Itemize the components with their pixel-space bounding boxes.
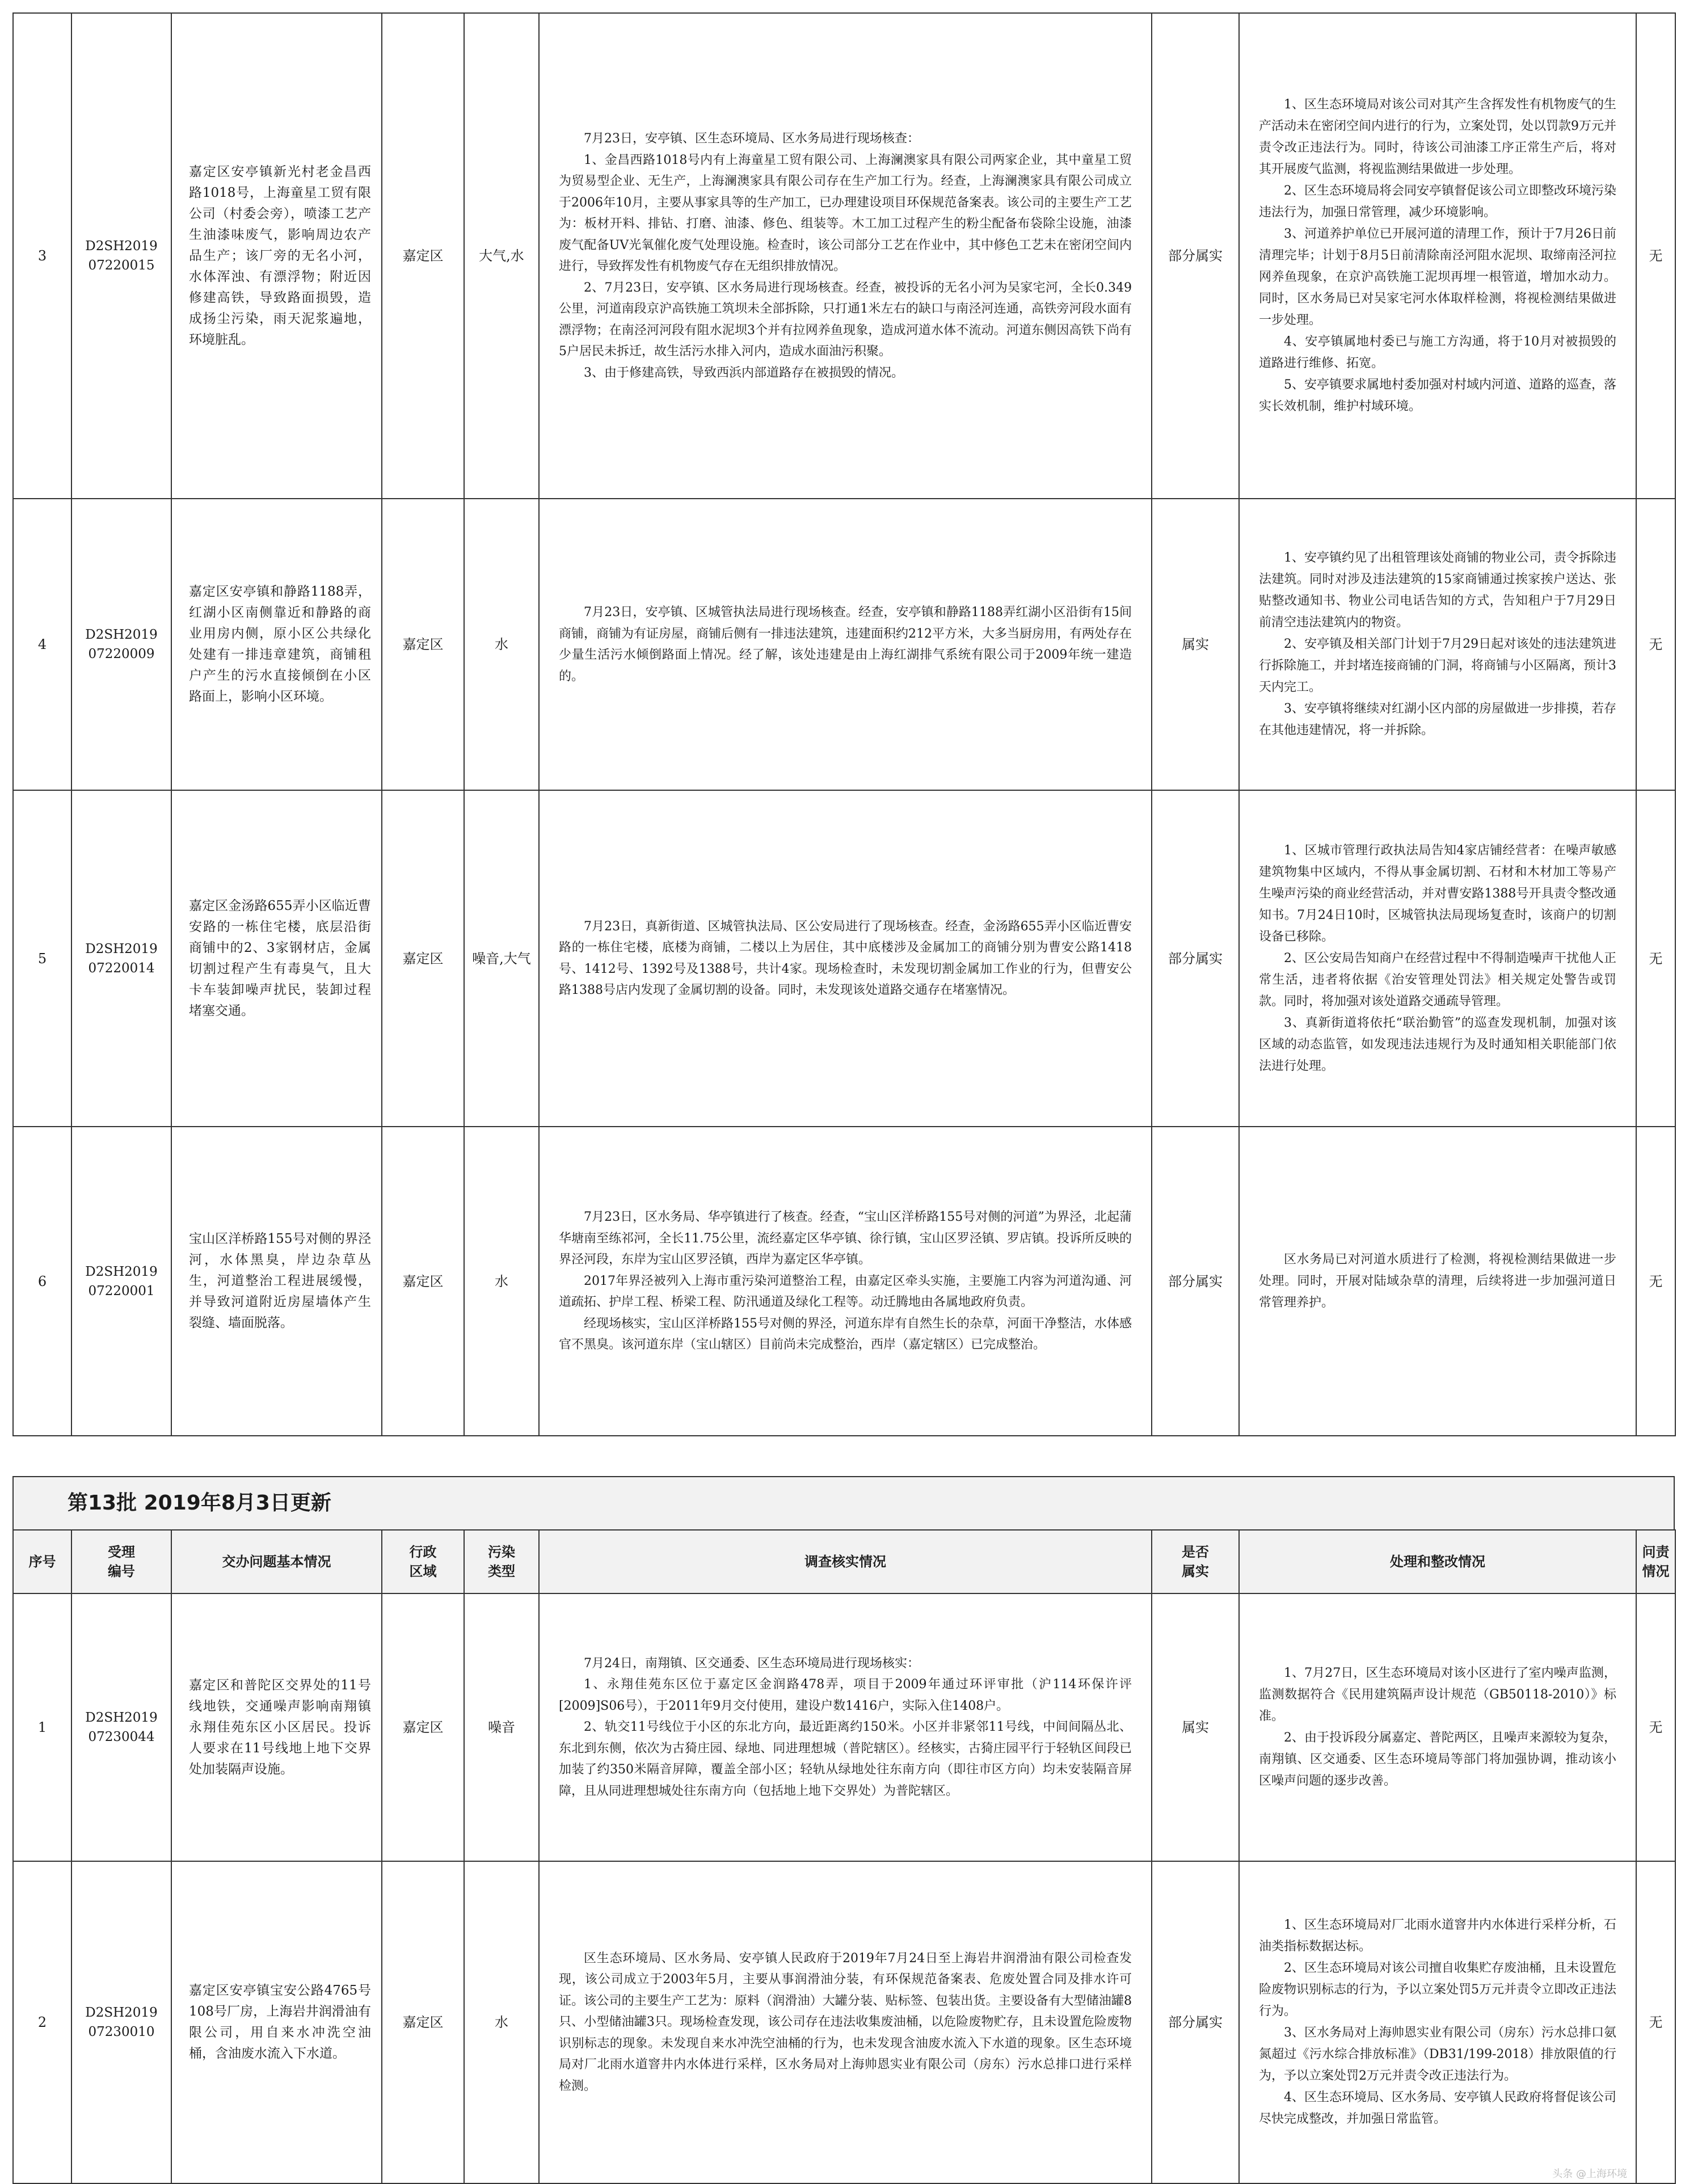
investigation <box>539 13 1152 499</box>
region: 嘉定区 <box>382 13 464 499</box>
investigation-paragraph: 1、金昌西路1018号内有上海童星工贸有限公司、上海澜澳家具有限公司两家企业，其中童星工贸为贸易型企业、无生产，上海澜澳家具有限公司存在生产加工行为。经查，上海澜澳家具有限公司成立于2006年10月，主要从事家具等的生产加工，已办理建设项目环保规范备案表。该公司的主要生产工艺为：板材开料、排钻、打磨、油漆、修色、组装等。木工加工过程产生的粉尘配备布袋除尘设施，油漆废气配备UV光氧催化废气处理设施。检查时，该公司部分工艺在作业中，其中修色工艺未在密闭空间内进行，导致挥发性有机物废气存在无组织排放情况。 <box>559 153 1132 273</box>
header-verified: 是否 属实 <box>1152 1530 1239 1593</box>
rectification-paragraph: 3、安亭镇将继续对红湖小区内部的房屋做进一步排摸，若存在其他违建情况，将一并拆除。 <box>1259 702 1616 737</box>
investigation-paragraph: 7月23日，区水务局、华亭镇进行了核查。经查，“宝山区洋桥路155号对侧的河道”为界泾，北起蒲华塘南至练祁河，全长11.75公里，流经嘉定区华亭镇、徐行镇，宝山区罗泾镇、罗店镇。投诉所反映的界泾河段，东岸为宝山区罗泾镇，西岸为嘉定区华亭镇。 <box>559 1210 1132 1267</box>
rectification-paragraph: 区水务局已对河道水质进行了检测，将视检测结果做进一步处理。同时，开展对陆域杂草的清理，后续将进一步加强河道日常管理养护。 <box>1259 1252 1616 1310</box>
region: 嘉定区 <box>382 499 464 790</box>
investigation <box>539 1127 1152 1436</box>
problem-description: 宝山区洋桥路155号对侧的界泾河，水体黑臭，岸边杂草丛生，河道整治工程进展缓慢，并导致河道附近房屋墙体产生裂缝、墙面脱落。 <box>171 1127 382 1436</box>
table-row <box>13 499 1675 790</box>
complaint-table-batch-13 <box>12 1529 1676 2184</box>
table-header-row <box>13 1530 1675 1593</box>
rectification-paragraph: 3、河道养护单位已开展河道的清理工作，预计于7月26日前清理完毕；计划于8月5日前清除南泾河阻水泥坝、取缔南泾河拉网养鱼现象，在京沪高铁施工泥坝再埋一根管道，增加水动力。同时，区水务局已对吴家宅河水体取样检测，将视检测结果做进一步处理。 <box>1259 227 1616 327</box>
row-number: 5 <box>13 790 71 1127</box>
rectification-paragraph: 2、由于投诉段分属嘉定、普陀两区，且噪声来源较为复杂，南翔镇、区交通委、区生态环境局等部门将加强协调，推动该小区噪声问题的逐步改善。 <box>1259 1731 1616 1788</box>
case-id: D2SH2019 07220014 <box>71 790 171 1127</box>
rectification-paragraph: 2、区生态环境局对该公司擅自收集贮存废油桶，且未设置危险废物识别标志的行为，予以立案处罚5万元并责令立即改正违法行为。 <box>1259 1961 1616 2018</box>
table-row <box>13 790 1675 1127</box>
case-id: D2SH2019 07220015 <box>71 13 171 499</box>
problem-description: 嘉定区安亭镇和静路1188弄，红湖小区南侧靠近和静路的商业用房内侧，原小区公共绿化处建有一排违章建筑，商铺租户产生的污水直接倾倒在小区路面上，影响小区环境。 <box>171 499 382 790</box>
verified-status: 部分属实 <box>1152 790 1239 1127</box>
complaint-table-batch-12 <box>12 12 1676 1436</box>
watermark: 头条 @上海环境 <box>1552 2168 1627 2180</box>
verified-status: 部分属实 <box>1152 13 1239 499</box>
case-id: D2SH2019 07220009 <box>71 499 171 790</box>
investigation-paragraph: 2、7月23日，安亭镇、区水务局进行现场核查。经查，被投诉的无名小河为吴家宅河，全长0.349公里，河道南段京沪高铁施工筑坝未全部拆除，只打通1米左右的缺口与南泾河连通，高铁旁河段水面有漂浮物；在南泾河河段有阻水泥坝3个并有拉网养鱼现象，造成河道水体不流动。河道东侧因高铁下尚有5户居民未拆迁，故生活污水排入河内，造成水面油污积聚。 <box>559 280 1132 359</box>
rectification-paragraph: 3、真新街道将依托“联治勤管”的巡查发现机制，加强对该区域的动态监管，如发现违法违规行为及时通知相关职能部门依法进行处理。 <box>1259 1015 1616 1073</box>
investigation-paragraph: 7月23日，真新街道、区城管执法局、区公安局进行了现场核查。经查，金汤路655弄小区临近曹安路的一栋住宅楼，底楼为商铺，二楼以上为居住，其中底楼涉及金属加工的商铺分别为曹安公路1418号、1412号、1392号及1388号，共计4家。现场检查时，未发现切割金属加工作业的行为，但曹安公路1388号店内发现了金属切割的设备。同时，未发现该处道路交通存在堵塞情况。 <box>559 919 1132 997</box>
rectification-paragraph: 4、区生态环境局、区水务局、安亭镇人民政府将督促该公司尽快完成整改，并加强日常监管。 <box>1259 2090 1616 2126</box>
region: 嘉定区 <box>382 790 464 1127</box>
row-number: 6 <box>13 1127 71 1436</box>
verified-status: 部分属实 <box>1152 1861 1239 2183</box>
verified-status: 属实 <box>1152 499 1239 790</box>
investigation <box>539 499 1152 790</box>
rectification-paragraph: 2、安亭镇及相关部门计划于7月29日起对该处的违法建筑进行拆除施工，并封堵连接商铺的门洞，将商铺与小区隔离，预计3天内完工。 <box>1259 637 1616 694</box>
investigation <box>539 1593 1152 1861</box>
pollution-type: 噪音,大气 <box>464 790 539 1127</box>
rectification <box>1239 1861 1636 2183</box>
accountability: 无 <box>1636 790 1675 1127</box>
problem-description: 嘉定区金汤路655弄小区临近曹安路的一栋住宅楼，底层沿街商铺中的2、3家钢材店，金属切割过程产生有毒臭气，且大卡车装卸噪声扰民，装卸过程堵塞交通。 <box>171 790 382 1127</box>
accountability: 无 <box>1636 499 1675 790</box>
rectification-paragraph: 1、7月27日，区生态环境局对该小区进行了室内噪声监测，监测数据符合《民用建筑隔声设计规范（GB50118-2010）》标准。 <box>1259 1666 1616 1723</box>
accountability: 无 <box>1636 1127 1675 1436</box>
pollution-type: 水 <box>464 1861 539 2183</box>
rectification <box>1239 13 1636 499</box>
accountability: 无 <box>1636 13 1675 499</box>
rectification-paragraph: 5、安亭镇要求属地村委加强对村域内河道、道路的巡查，落实长效机制，维护村域环境。 <box>1259 378 1616 414</box>
region: 嘉定区 <box>382 1593 464 1861</box>
problem-description: 嘉定区安亭镇宝安公路4765号108号厂房，上海岩井润滑油有限公司，用自来水冲洗空油桶，含油废水流入下水道。 <box>171 1861 382 2183</box>
rectification-paragraph: 1、区生态环境局对厂北雨水道窨井内水体进行采样分析，石油类指标数据达标。 <box>1259 1918 1616 1954</box>
row-number: 2 <box>13 1861 71 2183</box>
header-no: 序号 <box>13 1530 71 1593</box>
problem-description: 嘉定区和普陀区交界处的11号线地铁，交通噪声影响南翔镇永翔佳苑东区小区居民。投诉人要求在11号线地上地下交界处加装隔声设施。 <box>171 1593 382 1861</box>
region: 嘉定区 <box>382 1861 464 2183</box>
investigation <box>539 790 1152 1127</box>
accountability: 无 <box>1636 1593 1675 1861</box>
investigation-paragraph: 7月23日，安亭镇、区生态环境局、区水务局进行现场核查： <box>584 132 920 146</box>
row-number: 4 <box>13 499 71 790</box>
investigation-paragraph: 区生态环境局、区水务局、安亭镇人民政府于2019年7月24日至上海岩井润滑油有限公司检查发现，该公司成立于2003年5月，主要从事润滑油分装，有环保规范备案表、危废处置合同及排水许可证。该公司的主要生产工艺为：原料（润滑油）大罐分装、贴标签、包装出货。主要设备有大型储油罐8只、小型储油罐3只。现场检查发现，该公司存在违法收集废油桶，以危险废物贮存，且未设置危险废物识别标志的现象。未发现自来水冲洗空油桶的行为，也未发现含油废水流入下水道的现象。区生态环境局对厂北雨水道窨井内水体进行采样，区水务局对上海帅恩实业有限公司（房东）污水总排口进行采样检测。 <box>559 1951 1132 2093</box>
rectification-paragraph: 3、区水务局对上海帅恩实业有限公司（房东）污水总排口氨氮超过《污水综合排放标准》（DB31/199-2018）排放限值的行为，予以立案处罚2万元并责令改正违法行为。 <box>1259 2026 1616 2083</box>
header-basic: 交办问题基本情况 <box>171 1530 382 1593</box>
table-row <box>13 1861 1675 2183</box>
header-id: 受理 编号 <box>71 1530 171 1593</box>
table-row <box>13 13 1675 499</box>
case-id: D2SH2019 07220001 <box>71 1127 171 1436</box>
rectification-paragraph: 1、区生态环境局对该公司对其产生含挥发性有机物废气的生产活动未在密闭空间内进行的行为，立案处罚，处以罚款9万元并责令改正违法行为。同时，待该公司油漆工序正常生产后，将对其开展废气监测，将视监测结果做进一步处理。 <box>1259 98 1616 176</box>
case-id: D2SH2019 07230010 <box>71 1861 171 2183</box>
investigation-paragraph: 3、由于修建高铁，导致西浜内部道路存在被损毁的情况。 <box>584 365 904 380</box>
table-row <box>13 1593 1675 1861</box>
row-number: 1 <box>13 1593 71 1861</box>
rectification-paragraph: 1、区城市管理行政执法局告知4家店铺经营者：在噪声敏感建筑物集中区域内，不得从事金属切割、石材和木材加工等易产生噪声污染的商业经营活动，并对曹安路1388号开具责令整改通知书。7月24日10时，区城管执法局现场复查时，该商户的切割设备已移除。 <box>1259 843 1616 944</box>
rectification-paragraph: 2、区公安局告知商户在经营过程中不得制造噪声干扰他人正常生活，违者将依据《治安管理处罚法》相关规定处警告或罚款。同时，将加强对该处道路交通疏导管理。 <box>1259 951 1616 1009</box>
rectification <box>1239 1127 1636 1436</box>
investigation-paragraph: 1、永翔佳苑东区位于嘉定区金润路478弄，项目于2009年通过环评审批（沪114环保许评[2009]S06号），于2011年9月交付使用，建设户数1416户，实际入住1408户。 <box>559 1677 1132 1713</box>
header-pollution: 污染 类型 <box>464 1530 539 1593</box>
table-row <box>13 1127 1675 1436</box>
rectification <box>1239 1593 1636 1861</box>
header-result: 处理和整改情况 <box>1239 1530 1636 1593</box>
rectification <box>1239 790 1636 1127</box>
pollution-type: 大气,水 <box>464 13 539 499</box>
case-id: D2SH2019 07230044 <box>71 1593 171 1861</box>
problem-description: 嘉定区安亭镇新光村老金昌西路1018号，上海童星工贸有限公司（村委会旁），喷漆工艺产生油漆味废气，影响周边农产品生产；该厂旁的无名小河，水体浑浊、有漂浮物；附近因修建高铁，导致路面损毁，造成扬尘污染，雨天泥浆遍地，环境脏乱。 <box>171 13 382 499</box>
rectification-paragraph: 2、区生态环境局将会同安亭镇督促该公司立即整改环境污染违法行为，加强日常管理，减少环境影响。 <box>1259 184 1616 220</box>
verified-status: 属实 <box>1152 1593 1239 1861</box>
verified-status: 部分属实 <box>1152 1127 1239 1436</box>
header-investigation: 调查核实情况 <box>539 1530 1152 1593</box>
investigation-paragraph: 2、轨交11号线位于小区的东北方向，最近距离约150米。小区并非紧邻11号线，中间间隔丛北、东北到东侧，依次为古猗庄园、绿地、同进理想城（普陀辖区）。经核实，古猗庄园平行于轻轨区间段已加装了约350米隔音屏障，覆盖全部小区；轻轨从绿地处往东南方向（即往市区方向）均未安装隔音屏障，且从同进理想城处往东南方向（包括地上地下交界处）为普陀辖区。 <box>559 1720 1132 1798</box>
accountability: 无 <box>1636 1861 1675 2183</box>
header-region: 行政 区域 <box>382 1530 464 1593</box>
investigation-paragraph: 7月24日，南翔镇、区交通委、区生态环境局进行现场核实： <box>584 1656 920 1671</box>
pollution-type: 噪音 <box>464 1593 539 1861</box>
row-number: 3 <box>13 13 71 499</box>
investigation-paragraph: 7月23日，安亭镇、区城管执法局进行现场核查。经查，安亭镇和静路1188弄红湖小区沿街有15间商铺，商铺为有证房屋，商铺后侧有一排违法建筑，违建面积约212平方米，大多当厨房用，有两处存在少量生活污水倾倒路面上情况。经了解，该处违建是由上海红湖排气系统有限公司于2009年统一建造的。 <box>559 605 1132 684</box>
header-accountability: 问责 情况 <box>1636 1530 1675 1593</box>
investigation-paragraph: 经现场核实，宝山区洋桥路155号对侧的界泾，河道东岸有自然生长的杂草，河面干净整洁，水体感官不黑臭。该河道东岸（宝山辖区）目前尚未完成整治，西岸（嘉定辖区）已完成整治。 <box>559 1316 1132 1352</box>
rectification-paragraph: 1、安亭镇约见了出租管理该处商铺的物业公司，责令拆除违法建筑。同时对涉及违法建筑的15家商铺通过挨家挨户送达、张贴整改通知书、物业公司电话告知的方式，告知租户于7月29日前清空违法建筑内的物资。 <box>1259 551 1616 630</box>
investigation <box>539 1861 1152 2183</box>
rectification <box>1239 499 1636 790</box>
region: 嘉定区 <box>382 1127 464 1436</box>
pollution-type: 水 <box>464 1127 539 1436</box>
pollution-type: 水 <box>464 499 539 790</box>
rectification-paragraph: 4、安亭镇属地村委已与施工方沟通，将于10月对被损毁的道路进行维修、拓宽。 <box>1259 335 1616 370</box>
section-title-batch-13: 第13批 2019年8月3日更新 <box>12 1476 1675 1531</box>
investigation-paragraph: 2017年界泾被列入上海市重污染河道整治工程，由嘉定区牵头实施，主要施工内容为河道沟通、河道疏拓、护岸工程、桥梁工程、防汛通道及绿化工程等。动迁腾地由各属地政府负责。 <box>559 1274 1132 1310</box>
